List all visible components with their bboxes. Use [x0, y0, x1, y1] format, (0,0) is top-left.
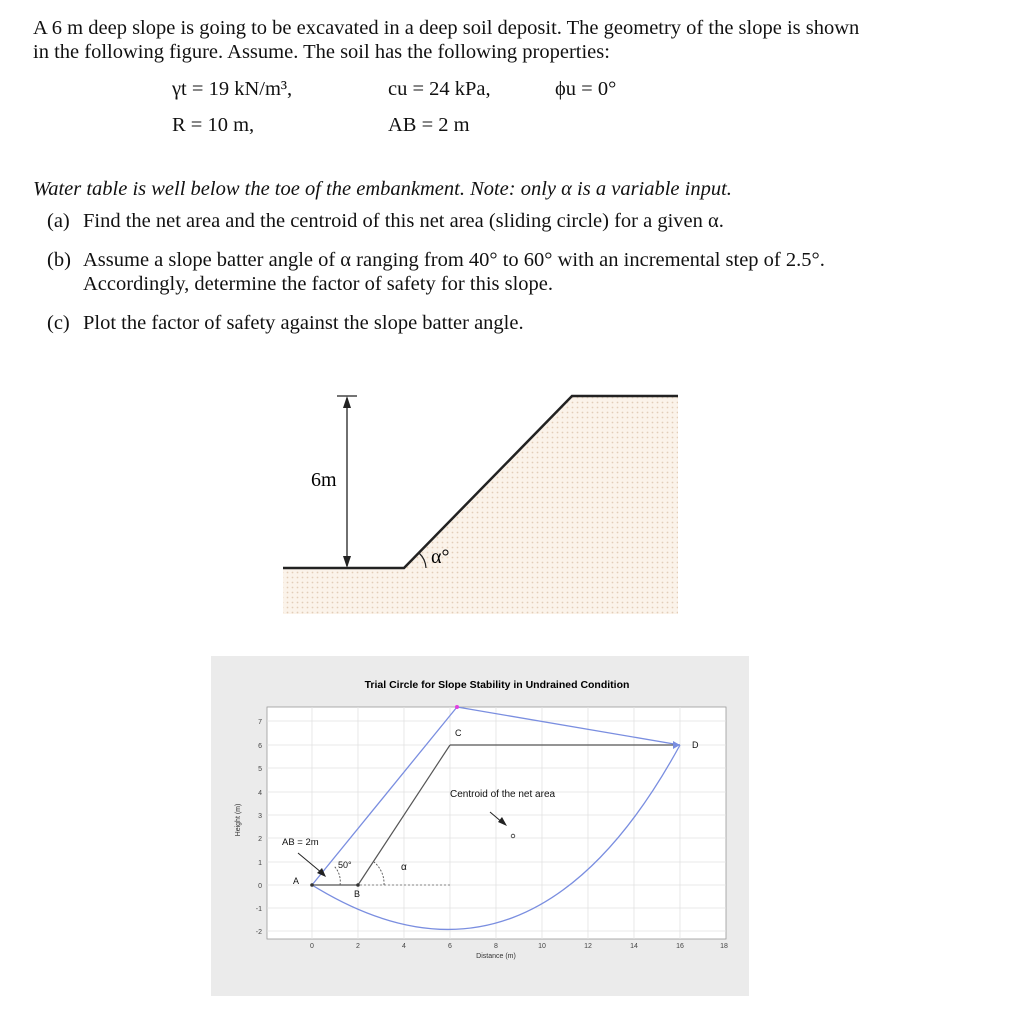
y-tick: 1	[258, 860, 262, 867]
part-b-text: Assume a slope batter angle of α ranging from 40° to 60° with an incremental step of 2.5°.	[83, 249, 825, 271]
intro-line-2: in the following figure. Assume. The soil has the following properties:	[33, 41, 610, 63]
part-a-text: Find the net area and the centroid of this net area (sliding circle) for a given α.	[83, 210, 724, 232]
part-a-label: (a)	[47, 210, 70, 232]
y-tick: 7	[258, 719, 262, 726]
point-a-marker	[310, 883, 314, 887]
point-b-marker	[356, 883, 360, 887]
y-tick: 5	[258, 766, 262, 773]
x-tick: 18	[720, 943, 728, 950]
y-tick: 0	[258, 883, 262, 890]
x-tick: 16	[676, 943, 684, 950]
label-c: C	[455, 728, 462, 738]
circle-center-point	[455, 705, 459, 709]
x-tick: 14	[630, 943, 638, 950]
angle-label: α°	[431, 546, 450, 568]
y-tick: 6	[258, 743, 262, 750]
label-ab: AB = 2m	[282, 837, 319, 848]
property-ab-length: AB = 2 m	[388, 114, 470, 136]
label-b: B	[354, 889, 361, 899]
x-tick: 8	[494, 943, 498, 950]
label-a: A	[293, 876, 300, 886]
water-table-note: Water table is well below the toe of the embankment. Note: only α is a variable input.	[33, 178, 732, 200]
intro-line-1: A 6 m deep slope is going to be excavated in a deep soil deposit. The geometry of the slope is shown	[33, 17, 860, 39]
y-tick: -1	[255, 906, 262, 913]
label-centroid: Centroid of the net area	[450, 789, 556, 800]
y-tick: 4	[258, 790, 262, 797]
y-tick: -2	[255, 929, 262, 936]
part-b-text-line-2: Accordingly, determine the factor of safety for this slope.	[83, 273, 554, 295]
label-d: D	[692, 740, 699, 750]
property-unit-weight: γt = 19 kN/m³,	[172, 78, 293, 100]
x-tick: 2	[356, 943, 360, 950]
y-tick: 3	[258, 813, 262, 820]
height-label: 6m	[311, 469, 337, 491]
x-tick: 4	[402, 943, 406, 950]
plot-area	[267, 707, 726, 939]
part-c-label: (c)	[47, 312, 70, 334]
label-alpha: α	[401, 862, 407, 873]
label-50-degrees: 50°	[338, 860, 352, 870]
part-b-label: (b)	[47, 249, 71, 271]
x-axis-label: Distance (m)	[476, 953, 516, 960]
x-tick: 0	[310, 943, 314, 950]
x-tick: 6	[448, 943, 452, 950]
y-axis-label: Height (m)	[235, 803, 242, 837]
x-tick: 10	[538, 943, 546, 950]
y-tick: 2	[258, 836, 262, 843]
property-friction-angle: ϕu = 0°	[555, 78, 617, 100]
property-cohesion: cu = 24 kPa,	[388, 78, 491, 100]
part-c-text: Plot the factor of safety against the slope batter angle.	[83, 312, 524, 334]
x-tick: 12	[584, 943, 592, 950]
property-radius: R = 10 m,	[172, 114, 255, 136]
chart-title: Trial Circle for Slope Stability in Undrained Condition	[364, 679, 630, 691]
